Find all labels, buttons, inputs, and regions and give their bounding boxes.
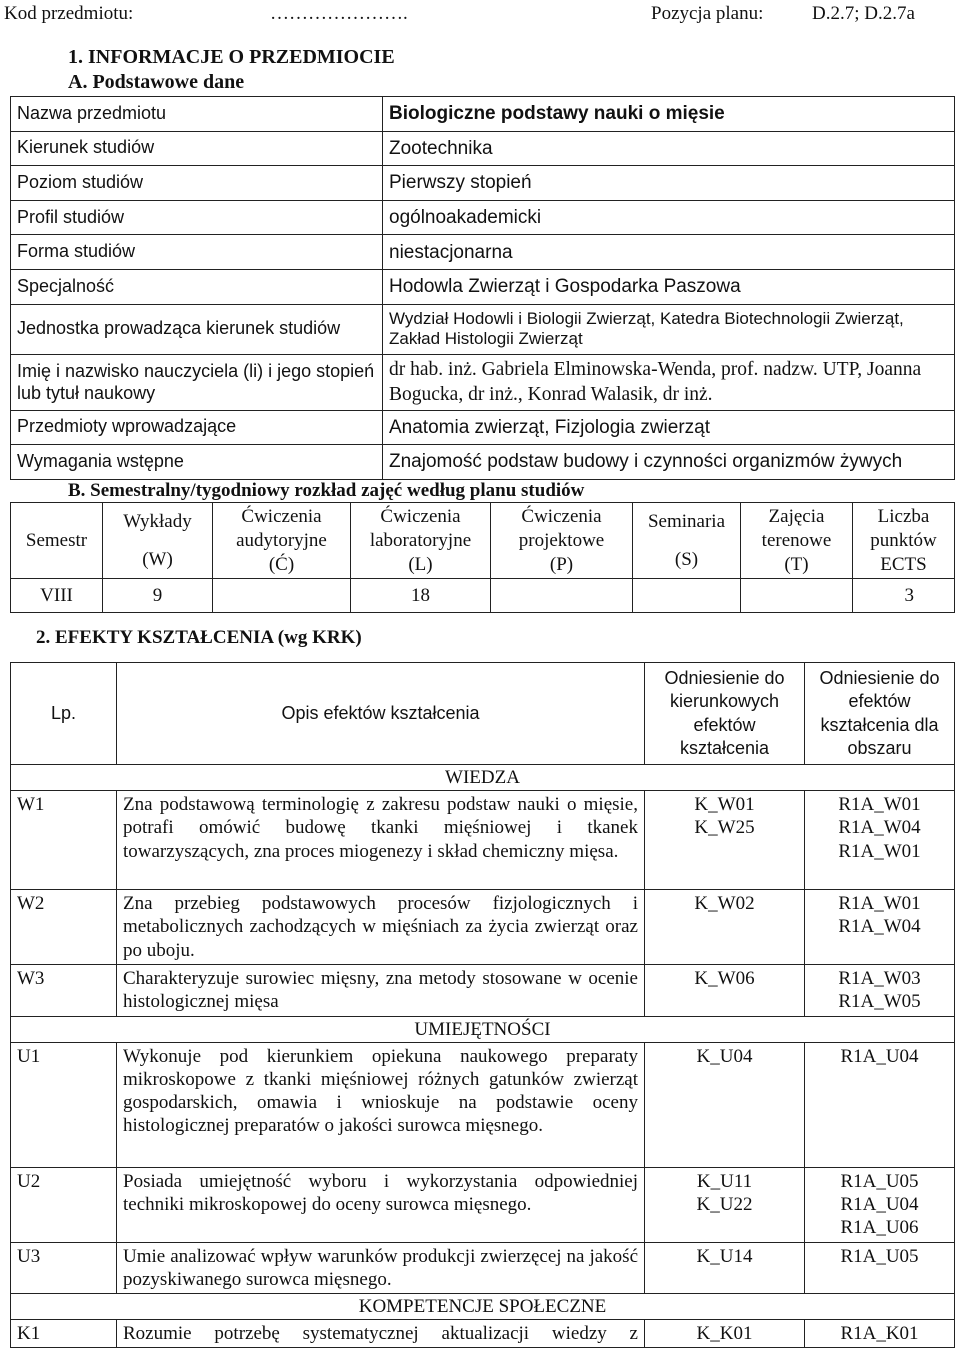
row-kier: K_W01 K_W25 [645,791,805,890]
cell-zajecia-terenowe [741,579,853,613]
row-label: Kierunek studiów [11,131,383,166]
row-lp: W3 [11,965,117,1016]
table-row [11,200,955,235]
col-lp: Lp. [11,663,117,765]
section-label: WIEDZA [11,765,955,791]
table-row [11,166,955,201]
col-wyklady: Wykłady (W) [103,503,213,579]
row-value: Hodowla Zwierząt i Gospodarka Paszowa [383,269,955,304]
row-value: Znajomość podstaw budowy i czynności organizmów żywych [383,445,955,480]
cell-ects: 3 [853,579,955,613]
table-row [11,97,955,132]
table-row [11,965,955,1016]
table-row [11,354,955,410]
row-lp: W2 [11,890,117,965]
col-zajecia-terenowe: Zajęcia terenowe (T) [741,503,853,579]
row-obsz: R1A_W03 R1A_W05 [805,965,955,1016]
position-value: D.2.7; D.2.7a [812,3,915,24]
row-value: Wydział Hodowli i Biologii Zwierząt, Katedra Biotechnologii Zwierząt, Zakład Histologii Zwierząt [383,304,955,354]
table-row [11,1042,955,1167]
section-row-kompetencje [11,1294,955,1320]
row-value: ogólnoakademicki [383,200,955,235]
cell-wyklady: 9 [103,579,213,613]
row-label: Profil studiów [11,200,383,235]
row-value: Pierwszy stopień [383,166,955,201]
row-label: Przedmioty wprowadzające [11,410,383,445]
row-label: Forma studiów [11,235,383,270]
row-label: Nazwa przedmiotu [11,97,383,132]
row-kier: K_U11 K_U22 [645,1167,805,1242]
col-cw-audytoryjne: Ćwiczenia audytoryjne (Ć) [213,503,351,579]
schedule-table [10,502,955,613]
col-ects: Liczba punktów ECTS [853,503,955,579]
table-row [11,1167,955,1242]
schedule-data-row [11,579,955,613]
section-row-umiejetnosci [11,1016,955,1042]
section-label: UMIEJĘTNOŚCI [11,1016,955,1042]
row-desc: Wykonuje pod kierunkiem opiekuna naukowego preparaty mikroskopowe z tkanki mięśniowej różnych gatunków zwierząt gospodarskich, omawia i wnioskuje na podstawie oceny histologicznej preparatów o jakości surowca mięsnego. [117,1042,645,1167]
col-cw-laboratoryjne: Ćwiczenia laboratoryjne (L) [351,503,491,579]
row-label: Specjalność [11,269,383,304]
col-semestr: Semestr [11,503,103,579]
cell-seminaria [633,579,741,613]
row-desc: Rozumie potrzebę systematycznej aktualizacji wiedzy z [117,1320,645,1348]
cell-cw-projektowe [491,579,633,613]
row-value: dr hab. inż. Gabriela Elminowska-Wenda, prof. nadzw. UTP, Joanna Bogucka, dr inż., Konrad Walasik, dr inż. [383,354,955,410]
row-obsz: R1A_K01 [805,1320,955,1348]
section-1-title: 1. INFORMACJE O PRZEDMIOCIE [68,46,395,68]
col-cw-projektowe: Ćwiczenia projektowe (P) [491,503,633,579]
cell-cw-audytoryjne [213,579,351,613]
col-kier: Odniesienie do kierunkowych efektów kształcenia [645,663,805,765]
code-label: Kod przedmiotu: [4,3,134,24]
section-label: KOMPETENCJE SPOŁECZNE [11,1294,955,1320]
row-value: niestacjonarna [383,235,955,270]
row-kier: K_U14 [645,1242,805,1293]
table-row [11,791,955,890]
row-lp: U2 [11,1167,117,1242]
row-lp: W1 [11,791,117,890]
page-header [0,2,960,28]
section-row-wiedza [11,765,955,791]
row-obsz: R1A_U05 [805,1242,955,1293]
row-lp: U3 [11,1242,117,1293]
table-row [11,890,955,965]
row-obsz: R1A_W01 R1A_W04 R1A_W01 [805,791,955,890]
table-row [11,410,955,445]
table-row [11,304,955,354]
col-seminaria: Seminaria (S) [633,503,741,579]
row-obsz: R1A_U05 R1A_U04 R1A_U06 [805,1167,955,1242]
cell-semestr: VIII [11,579,103,613]
section-b-title: B. Semestralny/tygodniowy rozkład zajęć według planu studiów [68,480,585,501]
position-label: Pozycja planu: [651,3,764,24]
col-desc: Opis efektów kształcenia [117,663,645,765]
table-row [11,1242,955,1293]
section-a-title: A. Podstawowe dane [68,71,245,93]
row-desc: Charakteryzuje surowiec mięsny, zna metody stosowane w ocenie histologicznej mięsa [117,965,645,1016]
row-desc: Umie analizować wpływ warunków produkcji zwierzęcej na jakość pozyskiwanego surowca mięsnego. [117,1242,645,1293]
row-kier: K_U04 [645,1042,805,1167]
cell-cw-laboratoryjne: 18 [351,579,491,613]
row-value: Zootechnika [383,131,955,166]
basic-data-table [10,96,955,480]
effects-table [10,662,955,1348]
table-row [11,235,955,270]
row-value: Anatomia zwierząt, Fizjologia zwierząt [383,410,955,445]
row-kier: K_K01 [645,1320,805,1348]
schedule-header-row [11,503,955,579]
row-lp: K1 [11,1320,117,1348]
effects-header-row [11,663,955,765]
row-label: Jednostka prowadząca kierunek studiów [11,304,383,354]
row-label: Imię i nazwisko nauczyciela (li) i jego stopień lub tytuł naukowy [11,354,383,410]
row-desc: Zna podstawową terminologię z zakresu podstaw nauki o mięsie, potrafi omówić budowę tkanki mięśniowej i tkanek towarzyszących, zna proces miogenezy i skład chemiczny mięsa. [117,791,645,890]
table-row [11,131,955,166]
code-value: …………………. [270,3,408,24]
table-row [11,445,955,480]
row-obsz: R1A_W01 R1A_W04 [805,890,955,965]
row-value: Biologiczne podstawy nauki o mięsie [383,97,955,132]
row-desc: Posiada umiejętność wyboru i wykorzystania odpowiedniej techniki mikroskopowej do oceny surowca mięsnego. [117,1167,645,1242]
table-row [11,269,955,304]
row-kier: K_W06 [645,965,805,1016]
table-row [11,1320,955,1348]
row-label: Wymagania wstępne [11,445,383,480]
row-label: Poziom studiów [11,166,383,201]
row-desc: Zna przebieg podstawowych procesów fizjologicznych i metabolicznych zachodzących w mięśniach za życia zwierząt oraz po uboju. [117,890,645,965]
row-lp: U1 [11,1042,117,1167]
col-obsz: Odniesienie do efektów kształcenia dla obszaru [805,663,955,765]
section-2-title: 2. EFEKTY KSZTAŁCENIA (wg KRK) [36,627,362,648]
row-obsz: R1A_U04 [805,1042,955,1167]
row-kier: K_W02 [645,890,805,965]
